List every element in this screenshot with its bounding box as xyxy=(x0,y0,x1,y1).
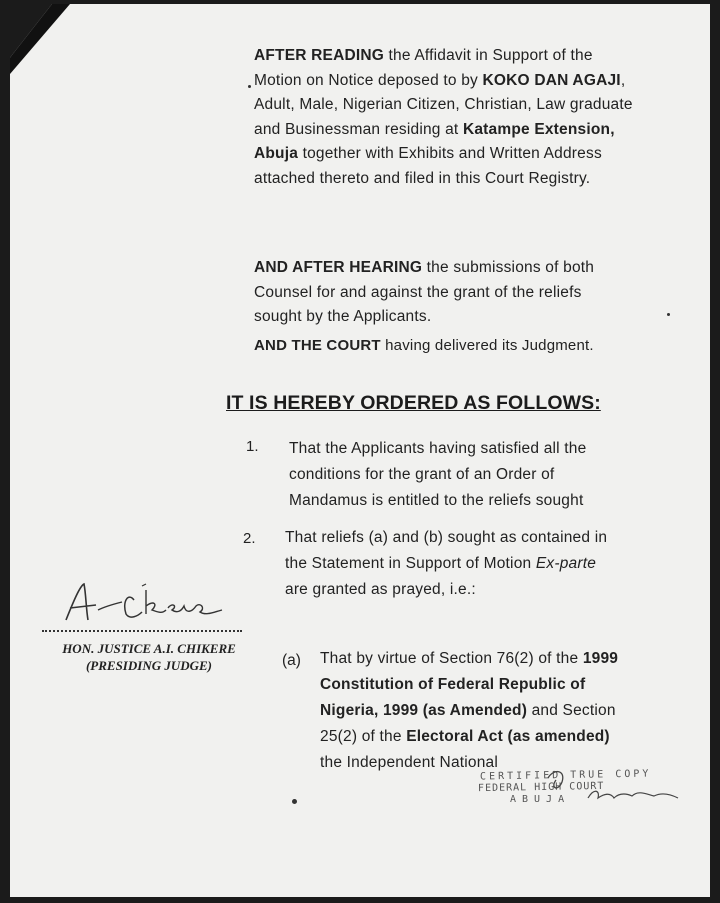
judge-role: (PRESIDING JUDGE) xyxy=(85,658,213,673)
item-2-number: 2. xyxy=(243,530,256,547)
constitution-reference: 1999 Constitution of Federal Republic of Nigeria, 1999 (as Amended) xyxy=(320,650,619,719)
sub-a-text: That by virtue of Section 76(2) of the 1999 Constitution of Federal Republic of Nigeria, 1999 (as Amended) and Section 25(2) of the Electoral Act (as amended) the Independent National xyxy=(320,650,619,771)
judge-name: HON. JUSTICE A.I. CHIKERE xyxy=(62,641,236,656)
signature-line xyxy=(42,630,242,632)
paragraph-court-judgment: AND THE COURT having delivered its Judgment. xyxy=(254,337,594,354)
certified-true-copy-stamp xyxy=(470,768,690,810)
paragraph-after-reading: AFTER READING the Affidavit in Support of the Motion on Notice deposed to by KOKO DAN AGAJI, Adult, Male, Nigerian Citizen, Christian, Law graduate and Businessman residing at Katampe Extension, Abuja together with Exhibits and Written Address attached thereto and filed in this Court Registry. xyxy=(254,47,633,187)
stamp-line-3: ABUJA xyxy=(510,794,571,805)
lead-the-court: AND THE COURT xyxy=(254,337,381,354)
item-1-text: That the Applicants having satisfied all the conditions for the grant of an Order of Mandamus is entitled to the reliefs sought xyxy=(289,440,587,509)
page-fold-shadow xyxy=(10,4,70,74)
lead-after-hearing: AND AFTER HEARING xyxy=(254,259,423,276)
paragraph-after-hearing: AND AFTER HEARING the submissions of both Counsel for and against the grant of the reliefs sought by the Applicants. xyxy=(254,259,595,325)
sub-a-label: (a) xyxy=(282,652,301,669)
item-2-text: That reliefs (a) and (b) sought as contained in the Statement in Support of Motion Ex-parte are granted as prayed, i.e.: xyxy=(285,529,608,598)
deponent-name: KOKO DAN AGAJI xyxy=(482,71,621,89)
deponent-address: Katampe Extension, Abuja xyxy=(254,120,615,162)
item-1-number: 1. xyxy=(246,438,259,455)
judge-name-block xyxy=(44,640,254,674)
paper-speck xyxy=(248,85,251,88)
paper-speck xyxy=(292,799,297,804)
stamp-line-2: FEDERAL HIGH COURT xyxy=(477,780,605,795)
order-heading: IT IS HEREBY ORDERED AS FOLLOWS: xyxy=(226,392,601,414)
lead-after-reading: AFTER READING xyxy=(254,47,385,64)
ex-parte-term: Ex-parte xyxy=(535,555,597,572)
judge-signature xyxy=(62,580,232,630)
electoral-act-reference: Electoral Act (as amended) xyxy=(406,728,610,745)
stamp-line-1: CERTIFIED TRUE COPY xyxy=(479,768,652,783)
paper-speck xyxy=(667,313,670,316)
stamp-signature xyxy=(470,768,690,810)
